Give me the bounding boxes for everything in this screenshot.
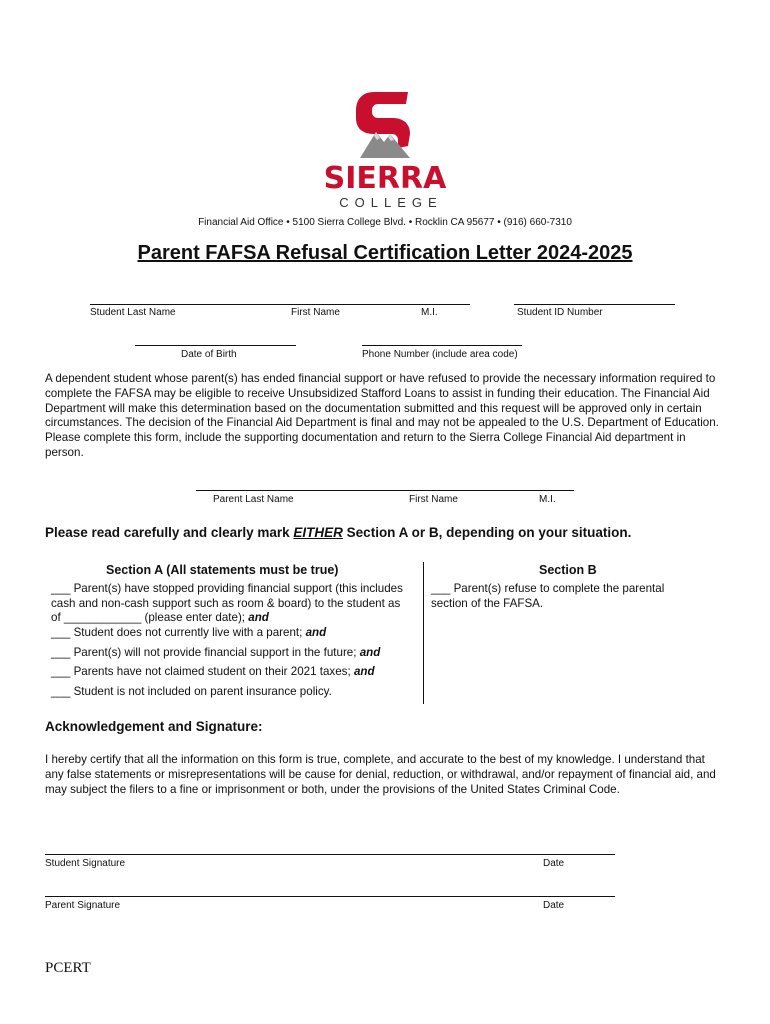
parent-first-name-label: First Name	[409, 494, 458, 505]
office-address: Financial Aid Office • 5100 Sierra College Blvd. • Rocklin CA 95677 • (916) 660-7310	[198, 217, 572, 228]
parent-last-name-label: Parent Last Name	[213, 494, 294, 505]
student-date-label: Date	[543, 858, 565, 869]
section-a-item-3-text: ___ Parent(s) will not provide financial support in the future;	[51, 646, 357, 659]
student-name-line[interactable]	[90, 304, 470, 305]
student-mi-label: M.I.	[421, 307, 438, 318]
student-id-label: Student ID Number	[517, 307, 603, 318]
section-a-item-2-conj: and	[305, 626, 327, 639]
parent-signature-label: Parent Signature	[45, 900, 121, 911]
parent-name-line[interactable]	[196, 490, 574, 491]
student-signature-label: Student Signature	[45, 858, 126, 869]
acknowledgement-text: I hereby certify that all the information on this form is true, complete, and accurate to the best of my knowledge. I understand that any false statements or misrepresentations will be cause for denial, reduction, or withdrawal, and/or repayment of financial aid, and may subject the filers to a fine or imprisonment or both, under the provisions of the United States Criminal Code.	[45, 753, 716, 796]
parent-mi-label: M.I.	[539, 494, 556, 505]
parent-signature-line[interactable]	[45, 896, 615, 897]
section-instruction	[45, 525, 631, 540]
dob-label: Date of Birth	[181, 349, 237, 360]
section-a-item-4-text: ___ Parents have not claimed student on their 2021 taxes;	[51, 665, 351, 678]
section-a-item-3[interactable]	[51, 646, 421, 661]
phone-line[interactable]	[362, 345, 522, 346]
student-signature-line[interactable]	[45, 854, 615, 855]
section-a-item-3-conj: and	[359, 646, 381, 659]
parent-date-label: Date	[543, 900, 565, 911]
student-id-line[interactable]	[514, 304, 675, 305]
instruction-before: Please read carefully and clearly mark	[45, 525, 294, 540]
phone-label: Phone Number (include area code)	[362, 349, 518, 360]
section-a-item-1-conj: and	[248, 611, 269, 624]
acknowledgement-heading: Acknowledgement and Signature:	[45, 719, 263, 734]
section-a-item-5[interactable]	[51, 685, 421, 700]
dob-line[interactable]	[135, 345, 296, 346]
section-a-item-2-text: ___ Student does not currently live with a parent;	[51, 626, 303, 639]
student-last-name-label: Student Last Name	[90, 307, 176, 318]
section-a-item-1-text: ___ Parent(s) have stopped providing financial support (this includes cash and non-cash support such as room & board) to the student as of ____________ (please enter date);	[51, 582, 403, 624]
section-b-item[interactable]: ___ Parent(s) refuse to complete the parental section of the FAFSA.	[431, 582, 665, 610]
brand-name: SIERRA	[323, 161, 447, 196]
section-a-item-1[interactable]	[51, 582, 411, 626]
instruction-after: Section A or B, depending on your situation.	[342, 525, 632, 540]
section-a-heading: Section A (All statements must be true)	[106, 563, 339, 577]
section-b-heading: Section B	[539, 563, 597, 577]
section-divider	[423, 562, 424, 704]
student-first-name-label: First Name	[291, 307, 340, 318]
instruction-emphasis: EITHER	[293, 525, 343, 540]
section-a-item-5-text: ___ Student is not included on parent insurance policy.	[51, 685, 332, 698]
section-a-item-4[interactable]	[51, 665, 421, 680]
section-a-item-4-conj: and	[353, 665, 375, 678]
form-code: PCERT	[45, 960, 91, 976]
section-a-item-2[interactable]	[51, 626, 411, 641]
brand-subtitle: COLLEGE	[339, 195, 443, 210]
page-title: Parent FAFSA Refusal Certification Letter 2024-2025	[137, 242, 633, 264]
intro-paragraph: A dependent student whose parent(s) has ended financial support or have refused to provide the necessary information required to complete the FAFSA may be eligible to receive Unsubsidized Stafford Loans to assist in funding their education. The Financial Aid Department will make this determination based on the documentation submitted and this request will be approved only in certain circumstances. The decision of the Financial Aid Department is final and may not be appealed to the U.S. Department of Education. Please complete this form, include the supporting documentation and return to the Sierra College Financial Aid department in person.	[45, 372, 719, 459]
